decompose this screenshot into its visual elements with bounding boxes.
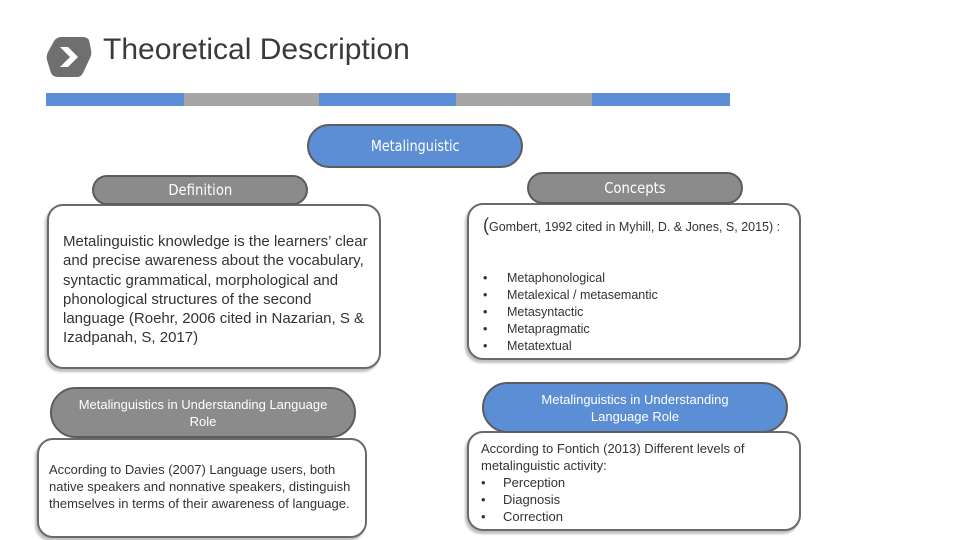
role-right-pill [482, 382, 788, 433]
metalinguistic-label: Metalinguistic [370, 137, 460, 155]
role-right-text: According to Fontich (2013) Different levels of metalinguistic activity: [481, 441, 745, 473]
list-item: • Metatextual [483, 339, 572, 353]
role-right-label: Metalinguistics in Understanding Language Role [541, 391, 729, 424]
concepts-label: Concepts [604, 179, 666, 197]
concepts-citation [483, 215, 795, 237]
divider-segment [319, 93, 456, 106]
chevron-logo-icon [46, 36, 92, 78]
list-item: • Metalexical / metasemantic [483, 288, 658, 302]
divider-segment [592, 93, 730, 106]
definition-box [47, 204, 381, 369]
role-left-pill [50, 387, 356, 438]
role-left-text: According to Davies (2007) Language users, both native speakers and nonnative speakers, distinguish themselves in terms of their awareness of language. [49, 462, 351, 511]
page-title: Theoretical Description [103, 33, 410, 66]
concepts-box [467, 203, 801, 360]
divider-segment [184, 93, 319, 106]
list-item: • Metasyntactic [483, 305, 584, 319]
role-left-box [37, 438, 367, 538]
list-item: • Correction [481, 509, 563, 524]
role-left-label: Metalinguistics in Understanding Language Role [78, 396, 328, 429]
list-item: • Diagnosis [481, 492, 561, 507]
divider-segment [46, 93, 184, 106]
concepts-pill [527, 172, 743, 204]
concepts-list [483, 270, 783, 355]
divider-segment [456, 93, 592, 106]
list-item: • Metapragmatic [483, 322, 590, 336]
metalinguistic-node [307, 124, 523, 168]
citation-text: Gombert, 1992 cited in Myhill, D. & Jones, S, 2015) : [489, 220, 781, 234]
citation-paren: ( [483, 215, 489, 235]
list-item: • Perception [481, 475, 566, 490]
role-right-content [481, 440, 793, 525]
definition-label: Definition [168, 181, 232, 199]
role-right-list [481, 474, 793, 525]
definition-text: Metalinguistic knowledge is the learners’ clear and precise awareness about the vocabulary, syntactic grammatical, morphological and phonological structures of the second language (Roehr, 2006 cited in Nazarian, S & Izadpanah, S, 2017) [63, 233, 368, 347]
role-right-box [467, 431, 801, 531]
definition-pill [92, 175, 308, 205]
list-item: • Metaphonological [483, 271, 605, 285]
